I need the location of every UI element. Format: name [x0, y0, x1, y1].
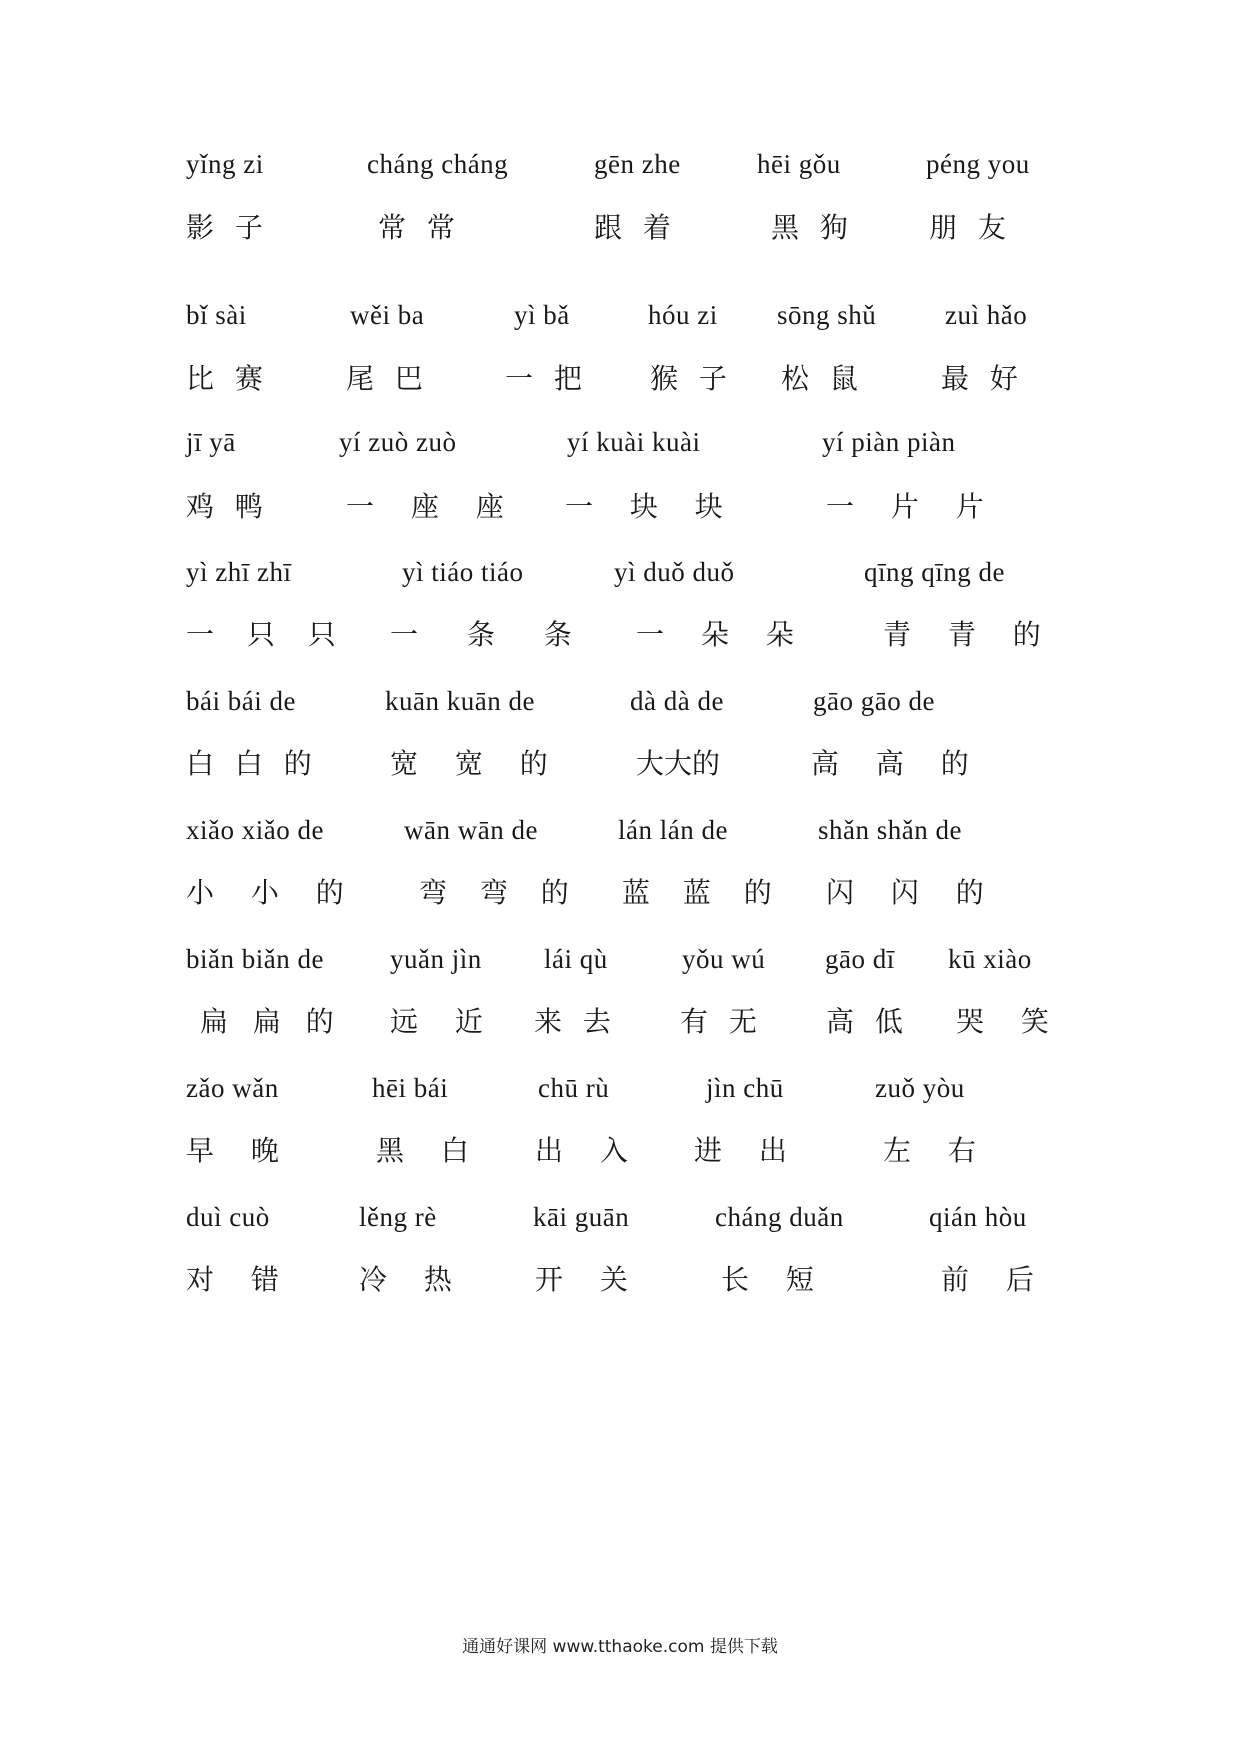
hanzi-row — [0, 1000, 1240, 1044]
hanzi-word: 高 高 的 — [811, 747, 983, 780]
pinyin-word: yì tiáo tiáo — [402, 557, 524, 587]
pinyin-row — [0, 1195, 1240, 1239]
hanzi-word: 一 片 片 — [826, 490, 998, 523]
hanzi-word: 开 关 — [535, 1263, 642, 1296]
pinyin-word: sōng shǔ — [777, 300, 877, 330]
hanzi-word: 一 条 条 — [390, 618, 592, 651]
pinyin-word: yì duǒ duǒ — [614, 557, 735, 587]
pinyin-word: péng you — [926, 149, 1030, 179]
hanzi-word: 松 鼠 — [781, 362, 864, 395]
hanzi-row — [0, 206, 1240, 250]
hanzi-row — [0, 742, 1240, 786]
hanzi-word: 远 近 — [390, 1005, 497, 1038]
pinyin-word: cháng duǎn — [715, 1202, 844, 1232]
pinyin-word: yì zhī zhī — [186, 557, 292, 587]
pinyin-word: zǎo wǎn — [186, 1073, 279, 1103]
pinyin-word: duì cuò — [186, 1202, 270, 1232]
hanzi-word: 一 座 座 — [346, 490, 518, 523]
hanzi-row — [0, 357, 1240, 401]
pinyin-row — [0, 937, 1240, 981]
pinyin-word: lěng rè — [359, 1202, 437, 1232]
pinyin-word: yí piàn piàn — [822, 427, 956, 457]
pinyin-word: gāo dī — [825, 944, 895, 974]
pinyin-word: yǐng zi — [186, 149, 264, 179]
pinyin-word: hóu zi — [648, 300, 718, 330]
pinyin-word: yuǎn jìn — [390, 944, 482, 974]
pinyin-word: zuì hǎo — [945, 300, 1028, 330]
pinyin-row — [0, 142, 1240, 186]
hanzi-word: 弯 弯 的 — [419, 876, 581, 909]
pinyin-row — [0, 679, 1240, 723]
pinyin-word: yí kuài kuài — [567, 427, 701, 457]
hanzi-row — [0, 1129, 1240, 1173]
pinyin-word: wěi ba — [350, 300, 425, 330]
pinyin-row — [0, 550, 1240, 594]
hanzi-word: 黑 白 — [376, 1134, 483, 1167]
pinyin-word: hēi bái — [372, 1073, 449, 1103]
pinyin-word: xiǎo xiǎo de — [186, 815, 324, 845]
hanzi-word: 一 朵 朵 — [636, 618, 808, 651]
pinyin-word: jìn chū — [706, 1073, 784, 1103]
pinyin-word: kū xiào — [948, 944, 1032, 974]
hanzi-row — [0, 871, 1240, 915]
hanzi-word: 小 小 的 — [186, 876, 358, 909]
hanzi-word: 一 把 — [505, 362, 588, 395]
pinyin-word: hēi gǒu — [757, 149, 841, 179]
hanzi-row — [0, 485, 1240, 529]
hanzi-word: 对 错 — [186, 1263, 293, 1296]
hanzi-word: 蓝 蓝 的 — [622, 876, 784, 909]
pinyin-word: wān wān de — [404, 815, 538, 845]
pinyin-word: chū rù — [538, 1073, 610, 1103]
pinyin-word: shǎn shǎn de — [818, 815, 962, 845]
hanzi-word: 出 入 — [535, 1134, 642, 1167]
pinyin-word: bǐ sài — [186, 300, 247, 330]
footer-source-line: 通通好课网 www.tthaoke.com 提供下载 — [462, 1637, 778, 1657]
pinyin-word: yí zuò zuò — [339, 427, 457, 457]
hanzi-word: 前 后 — [941, 1263, 1048, 1296]
hanzi-word: 最 好 — [941, 362, 1024, 395]
pinyin-word: kāi guān — [533, 1202, 630, 1232]
pinyin-word: dà dà de — [630, 686, 724, 716]
pinyin-word: jī yā — [186, 427, 236, 457]
pinyin-word: cháng cháng — [367, 149, 509, 179]
hanzi-word: 闪 闪 的 — [826, 876, 998, 909]
hanzi-word: 白 白 的 — [186, 747, 318, 780]
hanzi-word: 来 去 — [534, 1005, 617, 1038]
hanzi-word: 比 赛 — [186, 362, 269, 395]
hanzi-word: 朋 友 — [929, 211, 1012, 244]
hanzi-word: 冷 热 — [359, 1263, 466, 1296]
hanzi-word: 扁 扁 的 — [200, 1005, 342, 1038]
hanzi-word: 常 常 — [378, 211, 461, 244]
pinyin-word: gēn zhe — [594, 149, 681, 179]
pinyin-row — [0, 808, 1240, 852]
hanzi-word: 影 子 — [186, 211, 269, 244]
hanzi-word: 早 晚 — [186, 1134, 293, 1167]
pinyin-word: gāo gāo de — [813, 686, 935, 716]
pinyin-word: qián hòu — [929, 1202, 1027, 1232]
hanzi-word: 进 出 — [694, 1134, 801, 1167]
pinyin-word: yì bǎ — [514, 300, 570, 330]
hanzi-word: 高 低 — [826, 1005, 909, 1038]
hanzi-word: 黑 狗 — [771, 211, 854, 244]
hanzi-word: 左 右 — [883, 1134, 990, 1167]
hanzi-word: 哭 笑 — [956, 1005, 1063, 1038]
hanzi-row — [0, 1258, 1240, 1302]
hanzi-word: 有 无 — [680, 1005, 763, 1038]
hanzi-word: 青 青 的 — [883, 618, 1055, 651]
pinyin-word: qīng qīng de — [864, 557, 1005, 587]
hanzi-word: 尾 巴 — [346, 362, 429, 395]
pinyin-word: lán lán de — [618, 815, 728, 845]
pinyin-word: zuǒ yòu — [875, 1073, 965, 1103]
hanzi-word: 长 短 — [721, 1263, 828, 1296]
pinyin-word: bái bái de — [186, 686, 296, 716]
pinyin-word: biǎn biǎn de — [186, 944, 324, 974]
hanzi-word: 猴 子 — [650, 362, 733, 395]
pinyin-row — [0, 420, 1240, 464]
hanzi-word: 一 只 只 — [186, 618, 348, 651]
pinyin-row — [0, 293, 1240, 337]
hanzi-word: 宽 宽 的 — [390, 747, 562, 780]
hanzi-word: 跟 着 — [594, 211, 677, 244]
pinyin-word: kuān kuān de — [385, 686, 535, 716]
hanzi-word: 大大的 — [636, 747, 721, 780]
pinyin-word: lái qù — [544, 944, 608, 974]
pinyin-word: yǒu wú — [682, 944, 766, 974]
pinyin-row — [0, 1066, 1240, 1110]
hanzi-row — [0, 613, 1240, 657]
hanzi-word: 一 块 块 — [565, 490, 737, 523]
hanzi-word: 鸡 鸭 — [186, 490, 269, 523]
